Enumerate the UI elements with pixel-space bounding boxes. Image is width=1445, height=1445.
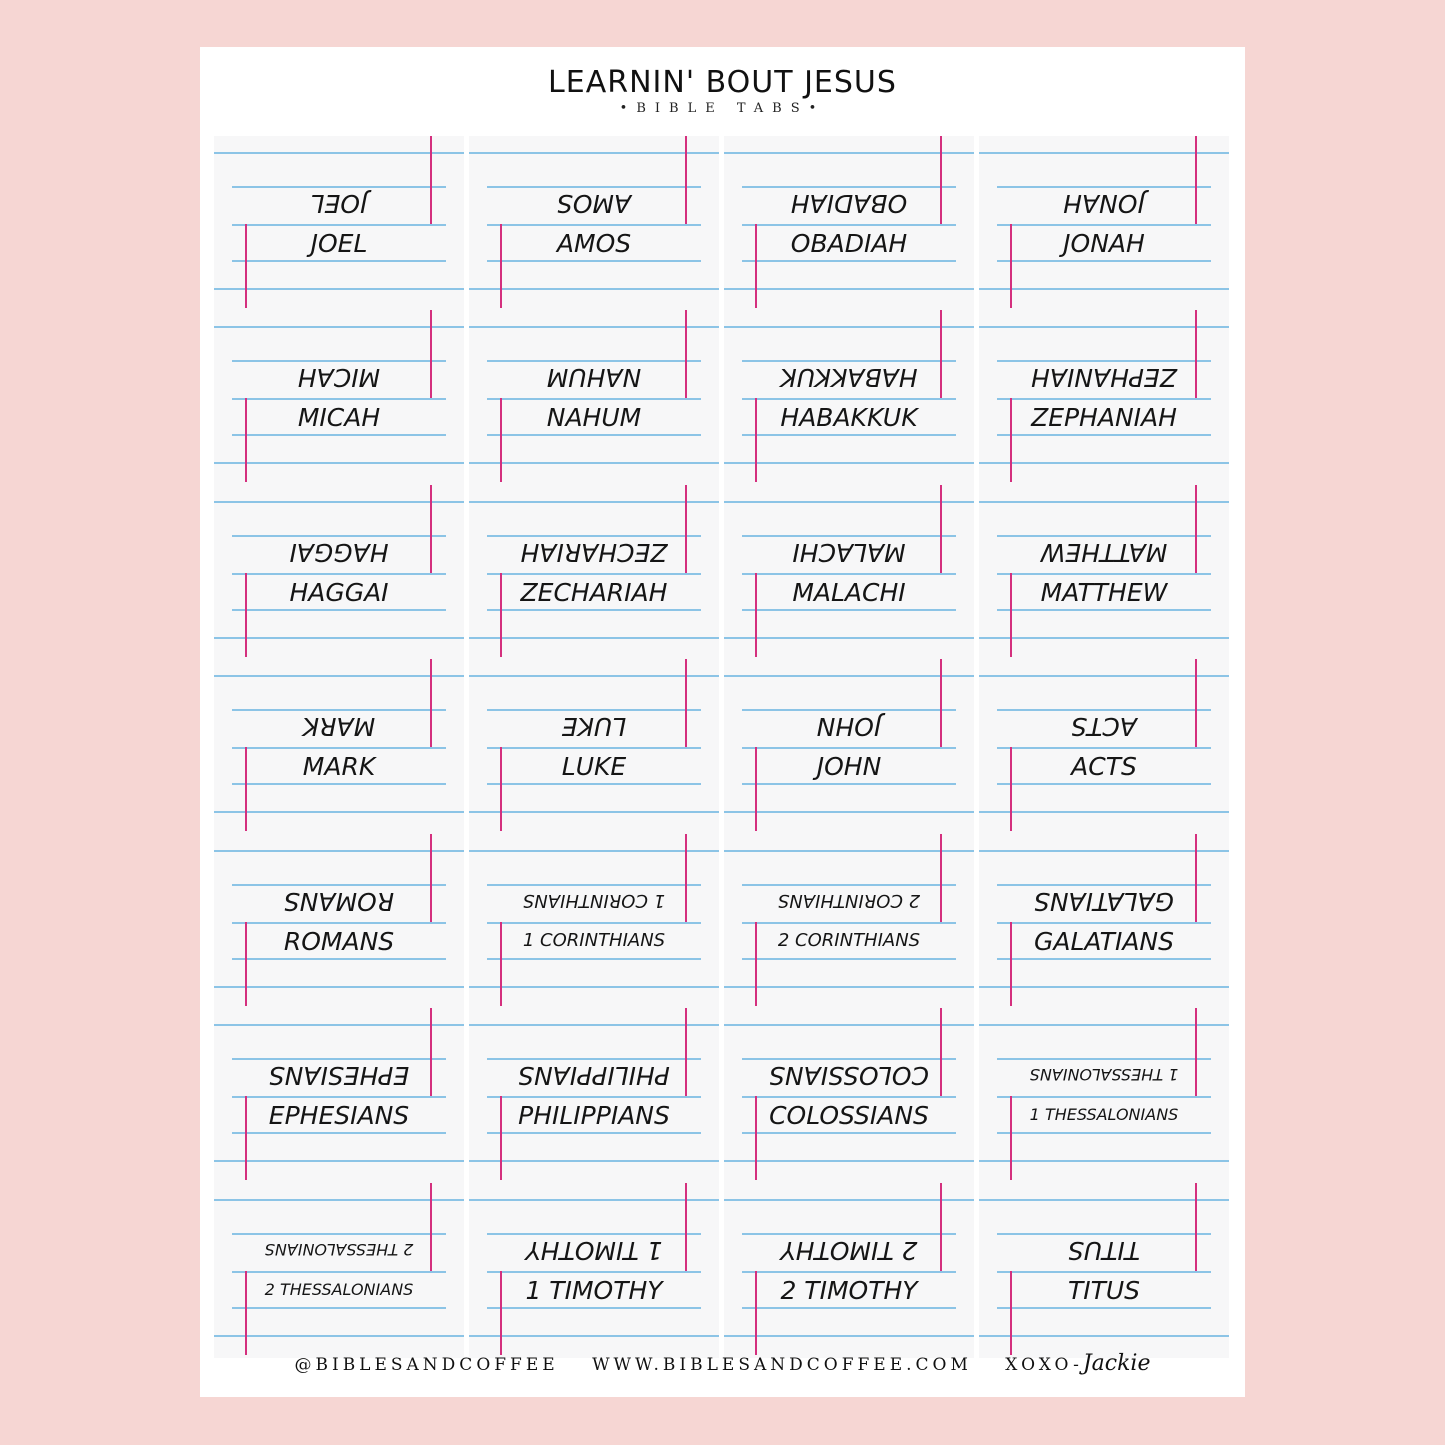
ruled-line <box>724 850 974 852</box>
tab-label-flipped: JOHN <box>816 712 882 741</box>
ruled-line <box>724 152 974 154</box>
ruled-line <box>214 811 464 813</box>
ruled-line <box>214 1160 464 1162</box>
footer-website: WWW.BIBLESANDCOFFEE.COM <box>592 1355 972 1375</box>
bible-tab <box>724 659 974 834</box>
bible-tab <box>469 310 719 485</box>
tab-label: ZECHARIAH <box>520 578 668 607</box>
ruled-line <box>979 288 1229 290</box>
ruled-line <box>487 1307 701 1309</box>
ruled-line <box>232 1058 446 1060</box>
bible-tab <box>724 485 974 660</box>
ruled-line <box>469 811 719 813</box>
ruled-line <box>724 637 974 639</box>
tab-label-flipped: MALACHI <box>792 538 906 567</box>
footer-signoff <box>1005 1351 1150 1376</box>
ruled-line <box>742 609 956 611</box>
page-subtitle: •BIBLE TABS• <box>619 101 826 116</box>
ruled-line <box>742 747 956 749</box>
ruled-line <box>724 501 974 503</box>
ruled-line <box>214 675 464 677</box>
ruled-line <box>997 360 1211 362</box>
bible-tab <box>214 136 464 311</box>
ruled-line <box>742 783 956 785</box>
bible-tab <box>214 1008 464 1183</box>
tab-label: ZEPHANIAH <box>1031 403 1177 432</box>
ruled-line <box>742 1307 956 1309</box>
tab-label-flipped: ROMANS <box>283 887 395 916</box>
ruled-line <box>997 573 1211 575</box>
ruled-line <box>724 675 974 677</box>
tab-label: 2 TIMOTHY <box>780 1276 918 1305</box>
ruled-line <box>232 958 446 960</box>
bible-tab <box>724 310 974 485</box>
tab-label-flipped: LUKE <box>561 712 627 741</box>
ruled-line <box>469 1024 719 1026</box>
ruled-line <box>469 462 719 464</box>
ruled-line <box>742 1096 956 1098</box>
tab-label: NAHUM <box>546 403 642 432</box>
ruled-line <box>742 398 956 400</box>
ruled-line <box>979 850 1229 852</box>
ruled-line <box>742 224 956 226</box>
tab-label: 1 CORINTHIANS <box>522 930 666 951</box>
ruled-line <box>742 1132 956 1134</box>
ruled-line <box>724 986 974 988</box>
ruled-line <box>742 922 956 924</box>
ruled-line <box>742 884 956 886</box>
bible-tab <box>469 1183 719 1358</box>
ruled-line <box>232 360 446 362</box>
ruled-line <box>214 986 464 988</box>
bible-tab <box>724 136 974 311</box>
ruled-line <box>742 1271 956 1273</box>
bible-tab <box>724 1183 974 1358</box>
sticker-sheet <box>200 47 1245 1397</box>
tab-label: JOHN <box>816 752 882 781</box>
ruled-line <box>232 434 446 436</box>
ruled-line <box>469 675 719 677</box>
footer-signature: Jackie <box>1082 1351 1151 1376</box>
tab-label: HAGGAI <box>289 578 389 607</box>
ruled-line <box>742 360 956 362</box>
ruled-line <box>487 609 701 611</box>
ruled-line <box>214 1024 464 1026</box>
tab-label: OBADIAH <box>790 229 908 258</box>
ruled-line <box>214 288 464 290</box>
ruled-line <box>232 1132 446 1134</box>
bible-tab <box>724 1008 974 1183</box>
ruled-line <box>724 1160 974 1162</box>
ruled-line <box>469 986 719 988</box>
tab-label-flipped: 2 THESSALONIANS <box>264 1240 414 1259</box>
tab-label-flipped: HAGGAI <box>289 538 389 567</box>
ruled-line <box>214 501 464 503</box>
ruled-line <box>214 152 464 154</box>
ruled-line <box>469 1199 719 1201</box>
ruled-line <box>997 224 1211 226</box>
bible-tab <box>214 310 464 485</box>
ruled-line <box>724 811 974 813</box>
ruled-line <box>997 1233 1211 1235</box>
ruled-line <box>232 747 446 749</box>
ruled-line <box>742 434 956 436</box>
ruled-line <box>997 922 1211 924</box>
tab-label: AMOS <box>556 229 632 258</box>
ruled-line <box>487 884 701 886</box>
tab-label: TITUS <box>1067 1276 1141 1305</box>
ruled-line <box>487 1271 701 1273</box>
tab-label: COLOSSIANS <box>769 1101 929 1130</box>
tab-label-flipped: EPHESIANS <box>268 1061 410 1090</box>
ruled-line <box>232 1307 446 1309</box>
ruled-line <box>724 1024 974 1026</box>
tab-label-flipped: OBADIAH <box>790 189 908 218</box>
ruled-line <box>997 609 1211 611</box>
ruled-line <box>979 675 1229 677</box>
ruled-line <box>232 535 446 537</box>
ruled-line <box>232 1271 446 1273</box>
tab-label-flipped: JONAH <box>1063 189 1145 218</box>
tab-label: MATTHEW <box>1040 578 1168 607</box>
tab-label: LUKE <box>561 752 627 781</box>
ruled-line <box>232 1233 446 1235</box>
bible-tab <box>979 136 1229 311</box>
ruled-line <box>724 1335 974 1337</box>
tab-label-flipped: GALATIANS <box>1034 887 1175 916</box>
tab-label: EPHESIANS <box>268 1101 410 1130</box>
ruled-line <box>997 260 1211 262</box>
tab-label-flipped: AMOS <box>556 189 632 218</box>
ruled-line <box>979 152 1229 154</box>
footer-xoxo: XOXO- <box>1005 1355 1083 1375</box>
bible-tab <box>214 834 464 1009</box>
ruled-line <box>487 260 701 262</box>
bible-tab <box>214 1183 464 1358</box>
bible-tab <box>979 310 1229 485</box>
ruled-line <box>232 260 446 262</box>
ruled-line <box>997 1132 1211 1134</box>
tab-label-flipped: TITUS <box>1067 1236 1141 1265</box>
tab-label-flipped: HABAKKUK <box>780 363 918 392</box>
ruled-line <box>232 186 446 188</box>
ruled-line <box>232 783 446 785</box>
tab-label-flipped: MARK <box>302 712 376 741</box>
tab-label: MALACHI <box>792 578 906 607</box>
ruled-line <box>997 958 1211 960</box>
ruled-line <box>469 1160 719 1162</box>
bible-tab <box>469 834 719 1009</box>
bible-tab <box>979 834 1229 1009</box>
ruled-line <box>487 224 701 226</box>
ruled-line <box>979 462 1229 464</box>
tab-grid <box>200 47 1245 1397</box>
ruled-line <box>742 260 956 262</box>
bible-tab <box>979 485 1229 660</box>
ruled-line <box>997 709 1211 711</box>
ruled-line <box>469 288 719 290</box>
ruled-line <box>742 958 956 960</box>
ruled-line <box>997 747 1211 749</box>
ruled-line <box>214 462 464 464</box>
ruled-line <box>997 1058 1211 1060</box>
ruled-line <box>979 637 1229 639</box>
ruled-line <box>742 1233 956 1235</box>
tab-label-flipped: ZEPHANIAH <box>1031 363 1177 392</box>
bible-tab <box>979 1183 1229 1358</box>
tab-label-flipped: 1 THESSALONIANS <box>1029 1065 1179 1084</box>
ruled-line <box>214 637 464 639</box>
ruled-line <box>232 609 446 611</box>
ruled-line <box>742 186 956 188</box>
tab-label-flipped: MATTHEW <box>1040 538 1168 567</box>
ruled-line <box>469 637 719 639</box>
tab-label: MICAH <box>297 403 381 432</box>
footer-handle: @BIBLESANDCOFFEE <box>294 1355 559 1375</box>
ruled-line <box>487 1132 701 1134</box>
ruled-line <box>487 958 701 960</box>
tab-label: JOEL <box>310 229 368 258</box>
ruled-line <box>487 398 701 400</box>
tab-label: 1 THESSALONIANS <box>1029 1105 1179 1124</box>
ruled-line <box>232 1096 446 1098</box>
ruled-line <box>997 884 1211 886</box>
bible-tab <box>469 1008 719 1183</box>
ruled-line <box>979 1335 1229 1337</box>
ruled-line <box>469 850 719 852</box>
ruled-line <box>487 783 701 785</box>
ruled-line <box>997 1271 1211 1273</box>
ruled-line <box>214 1335 464 1337</box>
tab-label: ROMANS <box>283 927 395 956</box>
tab-label-flipped: NAHUM <box>546 363 642 392</box>
ruled-line <box>997 783 1211 785</box>
tab-label: ACTS <box>1071 752 1137 781</box>
tab-label-flipped: PHILIPPIANS <box>518 1061 670 1090</box>
ruled-line <box>487 1233 701 1235</box>
ruled-line <box>469 501 719 503</box>
ruled-line <box>469 152 719 154</box>
ruled-line <box>742 573 956 575</box>
tab-label-flipped: ACTS <box>1071 712 1137 741</box>
tab-label-flipped: 2 TIMOTHY <box>780 1236 918 1265</box>
tab-label: HABAKKUK <box>780 403 918 432</box>
tab-label-flipped: ZECHARIAH <box>520 538 668 567</box>
tab-label-flipped: 1 CORINTHIANS <box>522 890 666 911</box>
bible-tab <box>214 659 464 834</box>
ruled-line <box>232 224 446 226</box>
tab-label-flipped: COLOSSIANS <box>769 1061 929 1090</box>
tab-label: 1 TIMOTHY <box>525 1276 663 1305</box>
ruled-line <box>487 1058 701 1060</box>
ruled-line <box>742 709 956 711</box>
ruled-line <box>724 1199 974 1201</box>
bible-tab <box>979 1008 1229 1183</box>
ruled-line <box>724 462 974 464</box>
ruled-line <box>487 186 701 188</box>
ruled-line <box>232 884 446 886</box>
ruled-line <box>469 326 719 328</box>
ruled-line <box>997 398 1211 400</box>
ruled-line <box>997 434 1211 436</box>
page-title: LEARNIN' BOUT JESUS <box>548 65 897 100</box>
bible-tab <box>469 485 719 660</box>
ruled-line <box>232 709 446 711</box>
tab-label: 2 THESSALONIANS <box>264 1280 414 1299</box>
ruled-line <box>742 1058 956 1060</box>
bible-tab <box>469 136 719 311</box>
ruled-line <box>487 573 701 575</box>
tab-label: PHILIPPIANS <box>518 1101 670 1130</box>
bible-tab <box>724 834 974 1009</box>
ruled-line <box>214 326 464 328</box>
bible-tab <box>469 659 719 834</box>
footer <box>200 1351 1245 1376</box>
ruled-line <box>979 326 1229 328</box>
ruled-line <box>487 535 701 537</box>
tab-label: JONAH <box>1063 229 1145 258</box>
ruled-line <box>742 535 956 537</box>
ruled-line <box>232 573 446 575</box>
ruled-line <box>724 288 974 290</box>
ruled-line <box>487 434 701 436</box>
ruled-line <box>979 811 1229 813</box>
ruled-line <box>487 1096 701 1098</box>
ruled-line <box>979 1160 1229 1162</box>
ruled-line <box>997 535 1211 537</box>
tab-label-flipped: 1 TIMOTHY <box>525 1236 663 1265</box>
bible-tab <box>979 659 1229 834</box>
ruled-line <box>469 1335 719 1337</box>
tab-label: MARK <box>302 752 376 781</box>
ruled-line <box>487 709 701 711</box>
ruled-line <box>487 747 701 749</box>
ruled-line <box>487 360 701 362</box>
ruled-line <box>979 986 1229 988</box>
ruled-line <box>232 922 446 924</box>
bible-tab <box>214 485 464 660</box>
ruled-line <box>487 922 701 924</box>
ruled-line <box>997 186 1211 188</box>
ruled-line <box>997 1096 1211 1098</box>
tab-label-flipped: 2 CORINTHIANS <box>777 890 921 911</box>
ruled-line <box>997 1307 1211 1309</box>
ruled-line <box>214 850 464 852</box>
ruled-line <box>979 501 1229 503</box>
ruled-line <box>979 1199 1229 1201</box>
tab-label-flipped: MICAH <box>297 363 381 392</box>
ruled-line <box>979 1024 1229 1026</box>
ruled-line <box>232 398 446 400</box>
tab-label: GALATIANS <box>1033 927 1174 956</box>
tab-label-flipped: JOEL <box>310 189 368 218</box>
ruled-line <box>214 1199 464 1201</box>
tab-label: 2 CORINTHIANS <box>777 930 921 951</box>
ruled-line <box>724 326 974 328</box>
